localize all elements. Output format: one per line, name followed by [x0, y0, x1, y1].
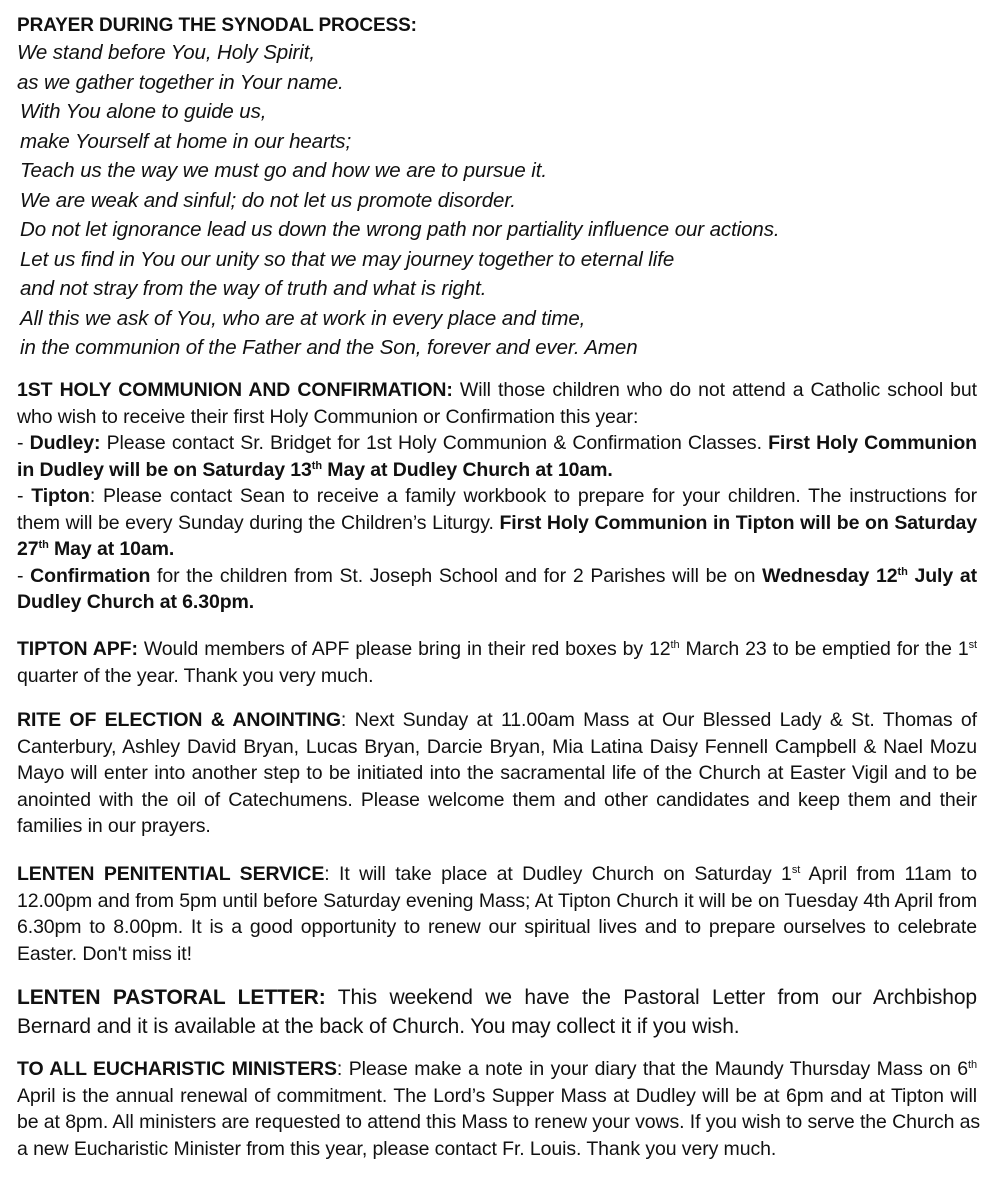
pastoral-text: This weekend we have the Pastoral Letter from our Archbishop [325, 986, 977, 1009]
apf-text: March 23 to be emptied for the 1 [679, 638, 969, 660]
election-text: anointed with the oil of Catechumens. Please welcome them and other candidates and keep them and their [17, 788, 977, 811]
pastoral-notice [17, 983, 977, 1041]
dudley-label: Dudley: [29, 432, 101, 454]
prayer-line: Do not let ignorance lead us down the wrong path nor partiality influence our actions. [20, 218, 780, 241]
tipton-label: Tipton [31, 485, 90, 507]
ministers-text: a new Eucharistic Minister from this year, please contact Fr. Louis. Thank you very much. [17, 1137, 777, 1160]
prayer-text [17, 38, 779, 363]
tipton-text: : Please contact Sean to receive a family workbook to prepare for your children. The instructions for [89, 485, 977, 507]
election-text: Canterbury, Ashley David Bryan, Lucas Bryan, Darcie Bryan, Mia Latina Daisy Fennell Campbell & Nael Mozu [17, 735, 977, 758]
tipton-date: May at 10am. [48, 538, 175, 560]
prayer-title: PRAYER DURING THE SYNODAL PROCESS: [17, 15, 417, 36]
penitential-notice [17, 861, 977, 967]
communion-intro: Will those children who do not attend a Catholic school but [452, 379, 977, 401]
prayer-line: We are weak and sinful; do not let us promote disorder. [20, 188, 516, 212]
ministers-text: April is the annual renewal of commitment. The Lord’s Supper Mass at Dudley will be at 6pm and at Tipton will [17, 1084, 977, 1107]
prayer-line: as we gather together in Your name. [17, 70, 344, 94]
dudley-date: First Holy Communion [768, 432, 977, 454]
ordinal-suffix: th [38, 539, 49, 551]
prayer-line: With You alone to guide us, [20, 100, 267, 123]
ordinal-suffix: st [791, 864, 801, 876]
prayer-line: and not stray from the way of truth and what is right. [20, 277, 487, 300]
ministers-heading: TO ALL EUCHARISTIC MINISTERS [17, 1058, 337, 1080]
tipton-date: 27 [17, 538, 39, 560]
prayer-line: Teach us the way we must go and how we are to pursue it. [20, 159, 547, 182]
ordinal-suffix: st [968, 639, 977, 651]
election-text: : Next Sunday at 11.00am Mass at Our Blessed Lady & St. Thomas of [340, 709, 977, 731]
ministers-text: : Please make a note in your diary that the Maundy Thursday Mass on 6 [336, 1058, 969, 1080]
pastoral-text: Bernard and it is available at the back of Church. You may collect it if you wish. [17, 1015, 740, 1038]
penitential-text: Easter. Don't miss it! [17, 942, 192, 965]
ordinal-suffix: th [311, 459, 322, 472]
penitential-heading: LENTEN PENITENTIAL SERVICE [17, 863, 325, 885]
bullet-dash: - [17, 564, 31, 587]
communion-heading: 1ST HOLY COMMUNION AND CONFIRMATION: [17, 379, 453, 401]
ordinal-suffix: th [670, 639, 680, 651]
apf-heading: TIPTON APF: [17, 638, 138, 660]
penitential-text: : It will take place at Dudley Church on Saturday 1 [324, 863, 792, 885]
confirmation-date: Dudley Church at 6.30pm. [17, 591, 255, 613]
ministers-text: be at 8pm. All ministers are requested to attend this Mass to renew your vows. If you wish to serve the Church as [17, 1111, 981, 1133]
election-notice [17, 707, 977, 840]
prayer-line: in the communion of the Father and the Son, forever and ever. Amen [20, 336, 638, 359]
tipton-date: First Holy Communion in Tipton will be on Saturday [499, 511, 977, 534]
tipton-text: them will be every Sunday during the Children’s Liturgy. [17, 511, 500, 534]
dudley-text: Please contact Sr. Bridget for 1st Holy Communion & Confirmation Classes. [100, 432, 769, 454]
prayer-line: make Yourself at home in our hearts; [20, 129, 352, 153]
confirmation-date: Wednesday 12 [762, 564, 898, 587]
dudley-date: in Dudley will be on Saturday 13 [17, 458, 312, 481]
bullet-dash: - [17, 485, 32, 507]
confirmation-label: Confirmation [30, 564, 151, 587]
apf-notice [17, 636, 977, 689]
prayer-line: All this we ask of You, who are at work in every place and time, [20, 306, 586, 330]
ordinal-suffix: th [968, 1059, 977, 1071]
pastoral-heading: LENTEN PASTORAL LETTER: [17, 986, 326, 1009]
dudley-date: May at Dudley Church at 10am. [321, 458, 613, 481]
ministers-notice [17, 1056, 981, 1162]
ordinal-suffix: th [897, 565, 908, 578]
penitential-text: 6.30pm to 8.00pm. It is a good opportunity to renew our spiritual lives and to prepare ourselves to celebrate [17, 916, 977, 938]
election-text: families in our prayers. [17, 815, 211, 837]
communion-intro: who wish to receive their first Holy Communion or Confirmation this year: [17, 405, 639, 428]
election-text: Mayo will enter into another step to be initiated into the sacramental life of the Church at Easter Vigil and to be [17, 762, 977, 784]
election-heading: RITE OF ELECTION & ANOINTING [17, 709, 341, 731]
confirmation-date: July at [907, 564, 977, 587]
apf-text: Would members of APF please bring in their red boxes by 12 [137, 638, 671, 660]
penitential-text: April from 11am to [800, 863, 977, 885]
prayer-line: We stand before You, Holy Spirit, [17, 41, 315, 64]
prayer-line: Let us find in You our unity so that we may journey together to eternal life [20, 247, 675, 271]
communion-notice [17, 377, 977, 616]
penitential-text: 12.00pm and from 5pm until before Saturday evening Mass; At Tipton Church it will be on Tuesday 4th April from [17, 889, 977, 912]
confirmation-text: for the children from St. Joseph School and for 2 Parishes will be on [150, 564, 763, 587]
apf-text: quarter of the year. Thank you very much. [17, 664, 374, 687]
bullet-dash: - [17, 432, 30, 454]
